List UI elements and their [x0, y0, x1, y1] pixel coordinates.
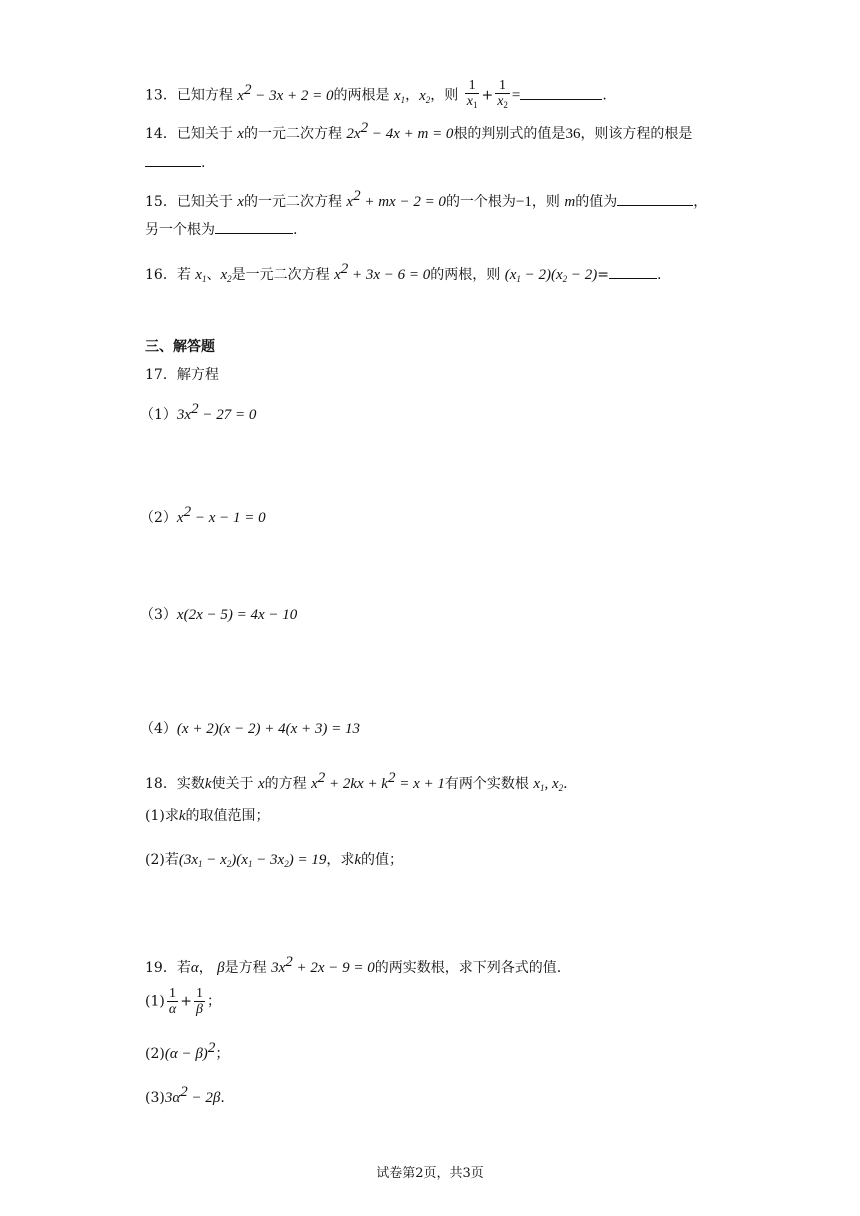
fraction: $\frac{1}{\beta}$: [195, 986, 203, 1017]
fraction: $\frac{1}{x_1}$: [466, 78, 478, 110]
answer-blank[interactable]: [520, 85, 602, 100]
page-footer: 试卷第2页，共3页: [376, 1166, 484, 1181]
equation: $x^2$ + mx − 2 = 0: [346, 188, 446, 210]
answer-blank[interactable]: [145, 152, 201, 167]
fraction: $\frac{1}{x_2}$: [497, 78, 508, 110]
question-14-answer: .: [145, 152, 205, 173]
question-17-title: 17．解方程: [145, 367, 219, 383]
equation: $x^2 + 3x - 6 = 0$: [334, 261, 431, 283]
q17-part-3: （3）x(2x − 5) = 4x − 10: [140, 607, 298, 623]
answer-blank[interactable]: [215, 219, 293, 234]
equation: $2x^2 - 4x + m = 0$: [346, 120, 454, 142]
q17-part-4: （4）(x + 2)(x − 2) + 4(x + 3) = 13: [140, 721, 360, 737]
answer-blank[interactable]: [617, 191, 693, 206]
question-16: 16．若 $x_1$、$x_2$是一元二次方程 $x^2 + 3x - 6 = 0$的两根，则 $(x_1 - 2)(x_2 - 2)=$ .: [145, 261, 662, 284]
q17-part-2: $(2)x^2 - x - 1 = 0$: [140, 504, 266, 526]
question-18: 18．实数k使关于 x的方程 $x^2 + 2kx + k^2 = x + 1$有两个实数根 $x_1$, $x_2$.: [145, 770, 568, 793]
question-13: 13．已知方程 $x^2 - 3x + 2 = 0$的两根是 $x_1$，$x_2$，则 $\frac{1}{x_1}$ + $\frac{1}{x_2}$ = .: [145, 78, 607, 113]
fraction: $\frac{1}{\alpha}$: [168, 986, 177, 1017]
question-15: 15．已知关于 x的一元二次方程 $x^2$ + mx − 2 = 0的一个根为−1，则 m的值为 ，: [145, 188, 708, 210]
equation: $x^2 - 3x + 2 = 0$: [237, 81, 334, 104]
q19-part-3: $(3)3\alpha^2 - 2\beta$.: [145, 1084, 225, 1106]
section-heading: 三、解答题: [145, 339, 215, 355]
q17-part-1: $(1)3x^2 - 27 = 0$: [140, 401, 257, 423]
q19-part-1: (1) $\frac{1}{\alpha}$ + $\frac{1}{\beta}$ ；: [145, 986, 221, 1017]
q19-part-2: $(2)(\alpha - \beta)^2$；: [145, 1040, 230, 1062]
equation: $x^2 + 2kx + k^2 = x + 1$: [311, 770, 445, 792]
equation: $3x^2 + 2x - 9 = 0$: [271, 954, 375, 976]
answer-blank[interactable]: [609, 264, 657, 279]
q18-part-2: (2)若$(3x_1 - x_2)(x_1 - 3x_2) = 19$，求k的值；: [145, 852, 404, 869]
question-14: 14．已知关于 x的一元二次方程 $2x^2 - 4x + m = 0$根的判别式的值是36，则该方程的根是: [145, 120, 693, 142]
question-15-line2: 另一个根为 .: [145, 219, 297, 240]
question-19: 19．若α， β是方程 $3x^2 + 2x - 9 = 0$的两实数根，求下列各式的值.: [145, 954, 562, 976]
q18-part-1: (1)求k的取值范围；: [145, 808, 270, 824]
